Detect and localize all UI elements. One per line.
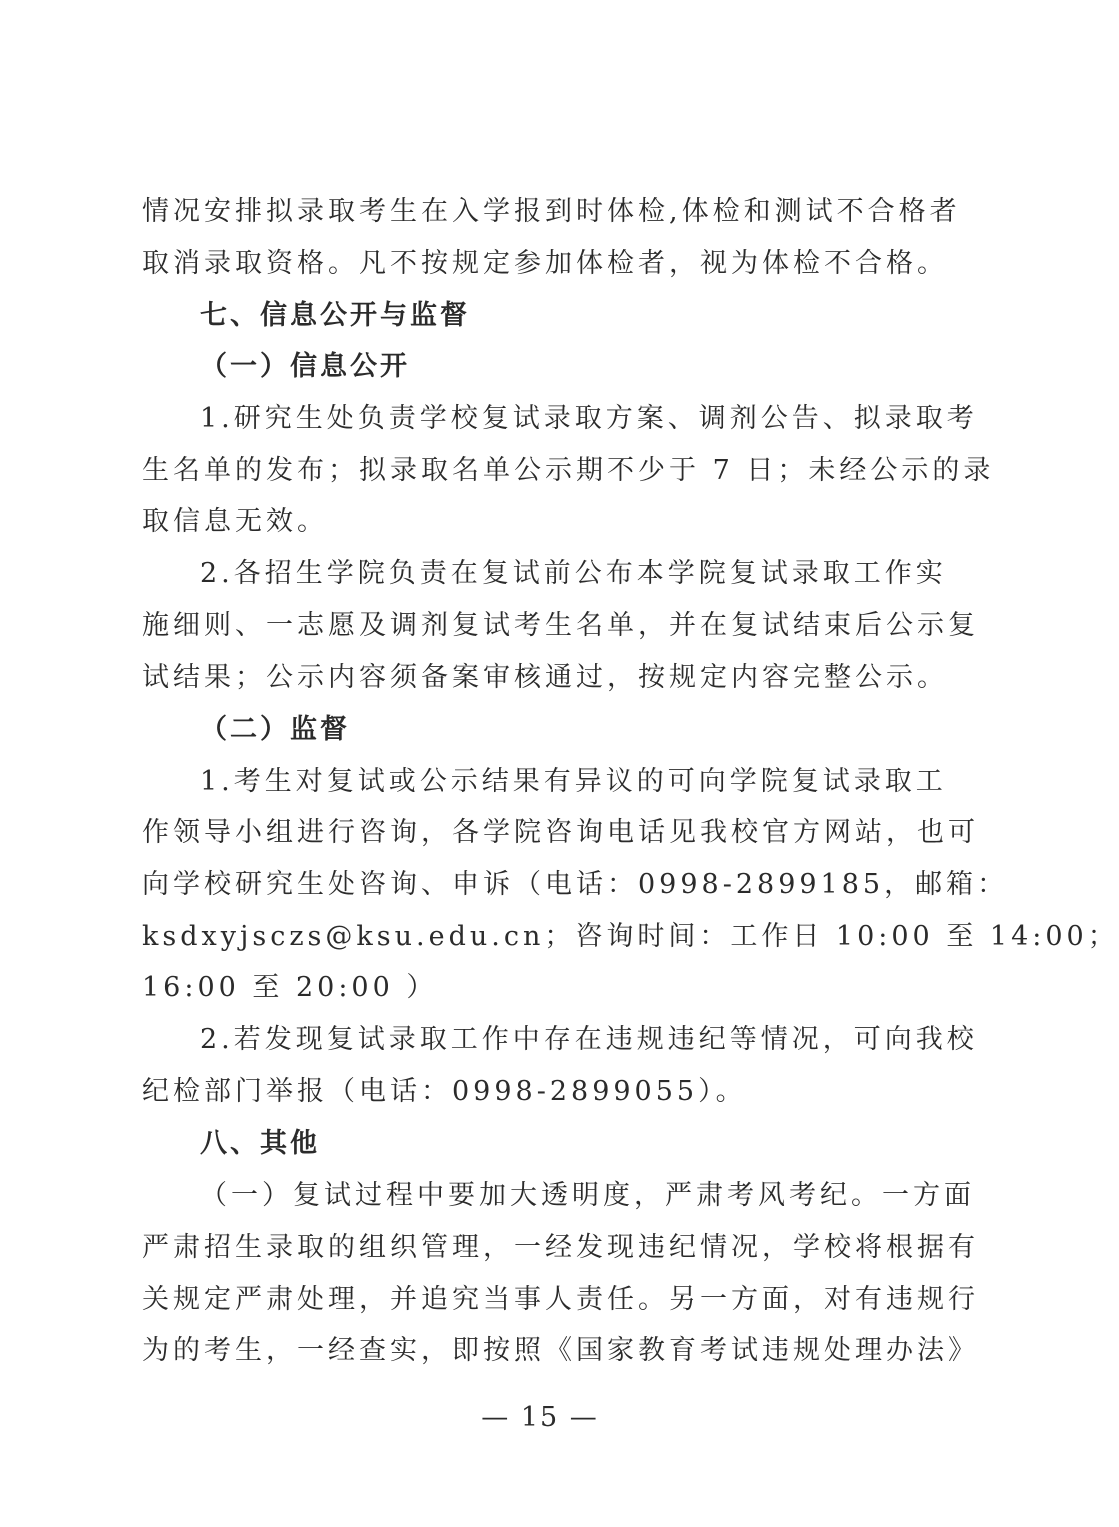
text-line: 2.各招生学院负责在复试前公布本学院复试录取工作实 (200, 558, 947, 589)
text-line: 向学校研究生处咨询、申诉（电话：0998-2899185，邮箱： (142, 869, 1009, 900)
text-line: 2.若发现复试录取工作中存在违规违纪等情况，可向我校 (200, 1024, 978, 1055)
subsection-heading: （一）信息公开 (200, 351, 410, 382)
text-line: 1.研究生处负责学校复试录取方案、调剂公告、拟录取考 (200, 403, 978, 434)
text-line: 16:00 至 20:00 ） (142, 972, 438, 1003)
text-line: （一）复试过程中要加大透明度，严肃考风考纪。一方面 (200, 1180, 975, 1211)
text-line: 为的考生，一经查实，即按照《国家教育考试违规处理办法》 (142, 1335, 979, 1366)
text-line: 情况安排拟录取考生在入学报到时体检,体检和测试不合格者 (142, 196, 961, 227)
text-line: 取信息无效。 (142, 506, 328, 537)
text-line: 1.考生对复试或公示结果有异议的可向学院复试录取工 (200, 766, 947, 797)
text-line: 试结果；公示内容须备案审核通过，按规定内容完整公示。 (142, 662, 948, 693)
text-line: 关规定严肃处理，并追究当事人责任。另一方面，对有违规行 (142, 1284, 979, 1315)
section-heading: 八、其他 (200, 1128, 320, 1159)
text-line: 生名单的发布；拟录取名单公示期不少于 7 日；未经公示的录 (142, 455, 995, 486)
text-line: 作领导小组进行咨询，各学院咨询电话见我校官方网站，也可 (142, 817, 979, 848)
page-number: — 15 — (481, 1402, 599, 1433)
text-line: ksdxyjsczs@ksu.edu.cn；咨询时间：工作日 10:00 至 14:00； (142, 921, 1119, 952)
text-line: 严肃招生录取的组织管理，一经发现违纪情况，学校将根据有 (142, 1232, 979, 1263)
subsection-heading: （二）监督 (200, 714, 350, 745)
section-heading: 七、信息公开与监督 (200, 300, 470, 331)
text-line: 取消录取资格。凡不按规定参加体检者，视为体检不合格。 (142, 248, 948, 279)
text-line: 施细则、一志愿及调剂复试考生名单，并在复试结束后公示复 (142, 610, 979, 641)
text-line: 纪检部门举报（电话：0998-2899055）。 (142, 1076, 747, 1107)
